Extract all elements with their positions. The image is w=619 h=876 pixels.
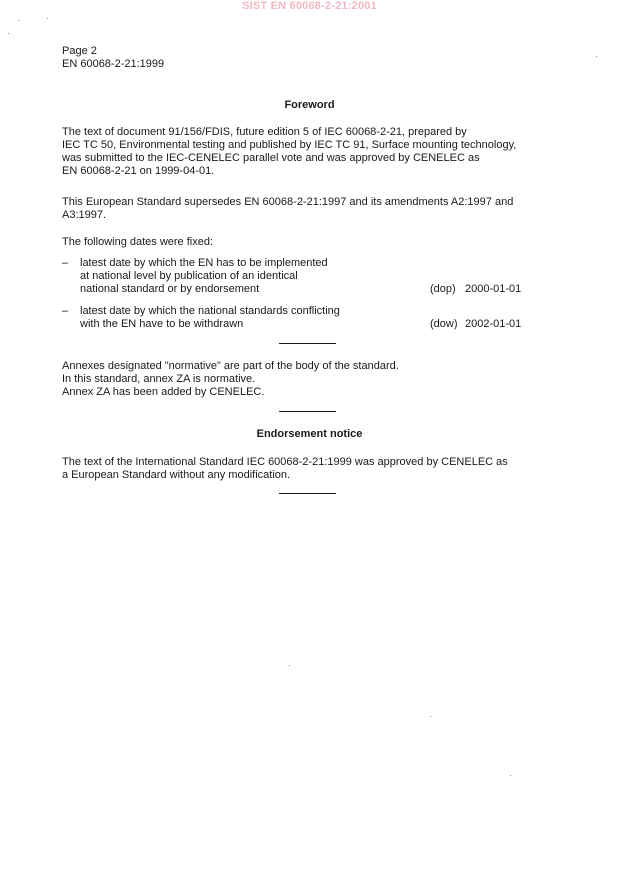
section-divider xyxy=(279,343,336,344)
text-line: A3:1997. xyxy=(62,209,107,221)
scan-speck xyxy=(289,665,290,666)
text-line: a European Standard without any modification. xyxy=(62,469,291,481)
scan-speck xyxy=(430,716,431,717)
foreword-paragraph-2 xyxy=(62,196,557,222)
text-line: IEC TC 50, Environmental testing and published by IEC TC 91, Surface mounting technology, xyxy=(62,139,517,151)
date-item-dop xyxy=(62,257,532,297)
text-line: latest date by which the EN has to be implemented xyxy=(80,257,328,269)
dash-bullet: – xyxy=(62,305,69,317)
text-line: latest date by which the national standards conflicting xyxy=(80,305,340,317)
date-value: 2000-01-01 xyxy=(465,283,522,295)
text-line: was submitted to the IEC-CENELEC parallel vote and was approved by CENELEC as xyxy=(62,152,480,164)
date-code: (dow) xyxy=(430,318,458,330)
text-line: In this standard, annex ZA is normative. xyxy=(62,373,256,385)
scan-speck xyxy=(8,33,9,34)
text-line: EN 60068-2-21 on 1999-04-01. xyxy=(62,165,215,177)
endorsement-title: Endorsement notice xyxy=(256,428,363,440)
text-line: Annex ZA has been added by CENELEC. xyxy=(62,386,265,398)
annex-note xyxy=(62,360,557,399)
endorsement-paragraph xyxy=(62,456,557,482)
text-line: The text of document 91/156/FDIS, future edition 5 of IEC 60068-2-21, prepared by xyxy=(62,126,467,138)
foreword-paragraph-3: The following dates were fixed: xyxy=(62,236,214,248)
date-item-description xyxy=(80,305,400,331)
text-line: The text of the International Standard IEC 60068-2-21:1999 was approved by CENELEC as xyxy=(62,456,508,468)
scan-speck xyxy=(47,18,48,19)
foreword-title: Foreword xyxy=(284,99,335,111)
watermark: SIST EN 60068-2-21:2001 xyxy=(242,0,377,12)
scan-speck xyxy=(510,775,511,776)
foreword-paragraph-1 xyxy=(62,126,557,178)
page-header xyxy=(62,45,164,71)
text-line: national standard or by endorsement xyxy=(80,283,260,295)
date-item-dow xyxy=(62,305,532,333)
date-value: 2002-01-01 xyxy=(465,318,522,330)
scan-speck xyxy=(18,20,19,21)
text-line: Annexes designated "normative" are part of the body of the standard. xyxy=(62,360,399,372)
page-number: Page 2 xyxy=(62,45,97,57)
scan-speck xyxy=(596,56,597,57)
text-line: at national level by publication of an identical xyxy=(80,270,298,282)
text-line: with the EN have to be withdrawn xyxy=(80,318,244,330)
date-item-description xyxy=(80,257,400,296)
dash-bullet: – xyxy=(62,257,69,269)
section-divider xyxy=(279,493,336,494)
date-code: (dop) xyxy=(430,283,456,295)
section-divider xyxy=(279,411,336,412)
document-id: EN 60068-2-21:1999 xyxy=(62,58,165,70)
text-line: This European Standard supersedes EN 60068-2-21:1997 and its amendments A2:1997 and xyxy=(62,196,514,208)
